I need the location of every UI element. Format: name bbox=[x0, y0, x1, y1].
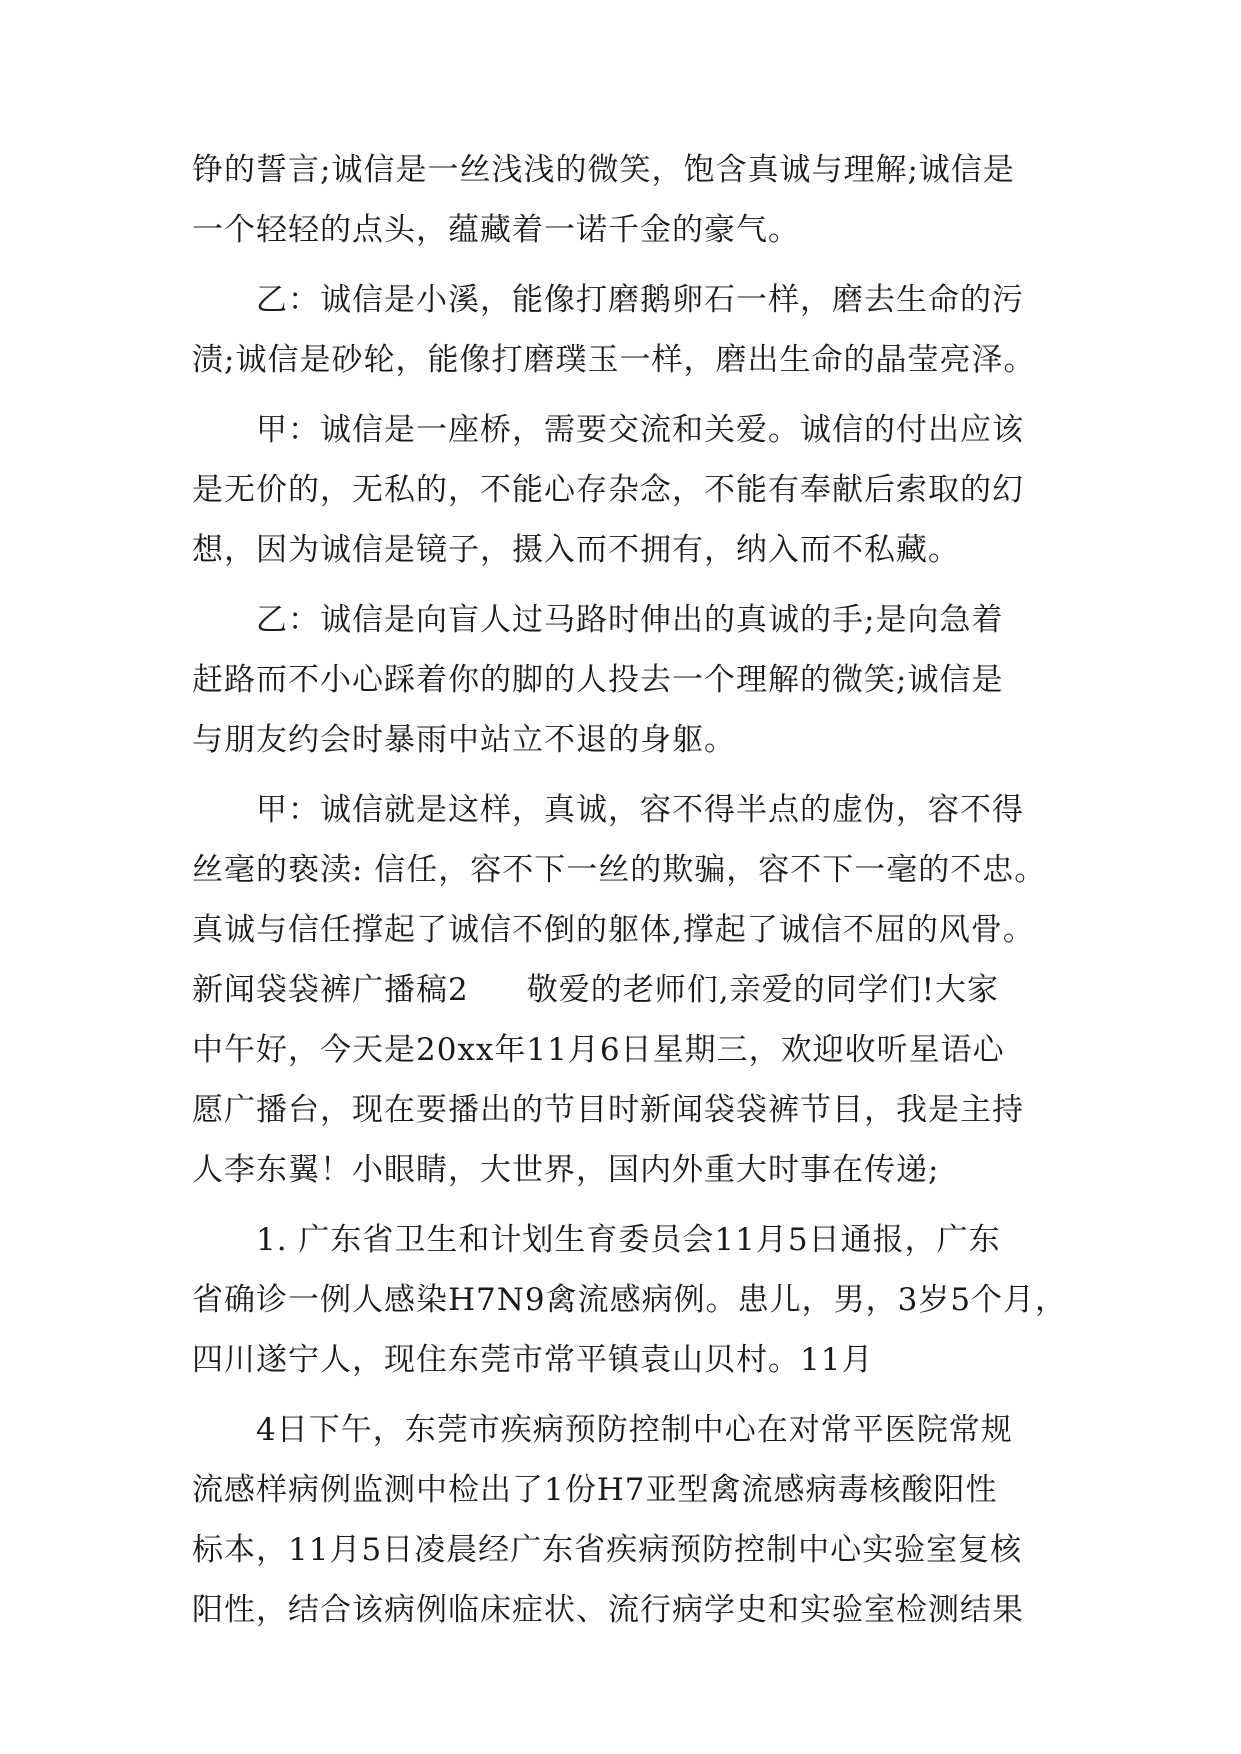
paragraph-start-line: 甲：诚信是一座桥，需要交流和关爱。诚信的付出应该 bbox=[256, 412, 1024, 448]
text-line: 阳性，结合该病例临床症状、流行病学史和实验室检测结果 bbox=[192, 1592, 1024, 1628]
text-line: 人李东翼！小眼睛，大世界，国内外重大时事在传递; bbox=[192, 1152, 940, 1188]
text-line: 丝毫的亵渎: 信任，容不下一丝的欺骗，容不下一毫的不忠。 bbox=[192, 852, 1047, 888]
text-line: 标本，11月5日凌晨经广东省疾病预防控制中心实验室复核 bbox=[192, 1532, 1023, 1568]
paragraph-start-line: 1. 广东省卫生和计划生育委员会11月5日通报，广东 bbox=[256, 1222, 1001, 1258]
text-line: 渍;诚信是砂轮，能像打磨璞玉一样，磨出生命的晶莹亮泽。 bbox=[192, 342, 1036, 378]
paragraph-start-line: 乙：诚信是小溪，能像打磨鹅卵石一样，磨去生命的污 bbox=[256, 282, 1024, 318]
text-line: 是无价的，无私的，不能心存杂念，不能有奉献后索取的幻 bbox=[192, 472, 1024, 508]
text-line: 一个轻轻的点头，蕴藏着一诺千金的豪气。 bbox=[192, 212, 800, 248]
text-line: 愿广播台，现在要播出的节目时新闻袋袋裤节目，我是主持 bbox=[192, 1092, 1024, 1128]
text-line: 四川遂宁人，现住东莞市常平镇袁山贝村。11月 bbox=[192, 1342, 874, 1378]
text-line: 铮的誓言;诚信是一丝浅浅的微笑，饱含真诚与理解;诚信是 bbox=[192, 152, 1015, 188]
text-line: 赶路而不小心踩着你的脚的人投去一个理解的微笑;诚信是 bbox=[192, 662, 1004, 698]
paragraph-start-line: 4日下午，东莞市疾病预防控制中心在对常平医院常规 bbox=[256, 1412, 1013, 1448]
text-line: 省确诊一例人感染H7N9禽流感病例。患儿，男，3岁5个月， bbox=[192, 1282, 1068, 1318]
paragraph-start-line: 乙：诚信是向盲人过马路时伸出的真诚的手;是向急着 bbox=[256, 602, 1004, 638]
text-line: 想，因为诚信是镜子，摄入而不拥有，纳入而不私藏。 bbox=[192, 532, 960, 568]
text-line: 中午好，今天是20xx年11月6日星期三，欢迎收听星语心 bbox=[192, 1032, 1005, 1068]
text-line bbox=[192, 970, 1072, 1010]
paragraph-start-line: 甲：诚信就是这样，真诚，容不得半点的虚伪，容不得 bbox=[256, 792, 1024, 828]
text-line: 流感样病例监测中检出了1份H7亚型禽流感病毒核酸阳性 bbox=[192, 1472, 998, 1508]
document-title: 新闻袋袋裤广播稿2 bbox=[192, 972, 469, 1008]
greeting-text: 敬爱的老师们,亲爱的同学们!大家 bbox=[526, 972, 1000, 1008]
text-line: 真诚与信任撑起了诚信不倒的躯体,撑起了诚信不屈的风骨。 bbox=[192, 912, 1035, 948]
text-line: 与朋友约会时暴雨中站立不退的身躯。 bbox=[192, 722, 736, 758]
